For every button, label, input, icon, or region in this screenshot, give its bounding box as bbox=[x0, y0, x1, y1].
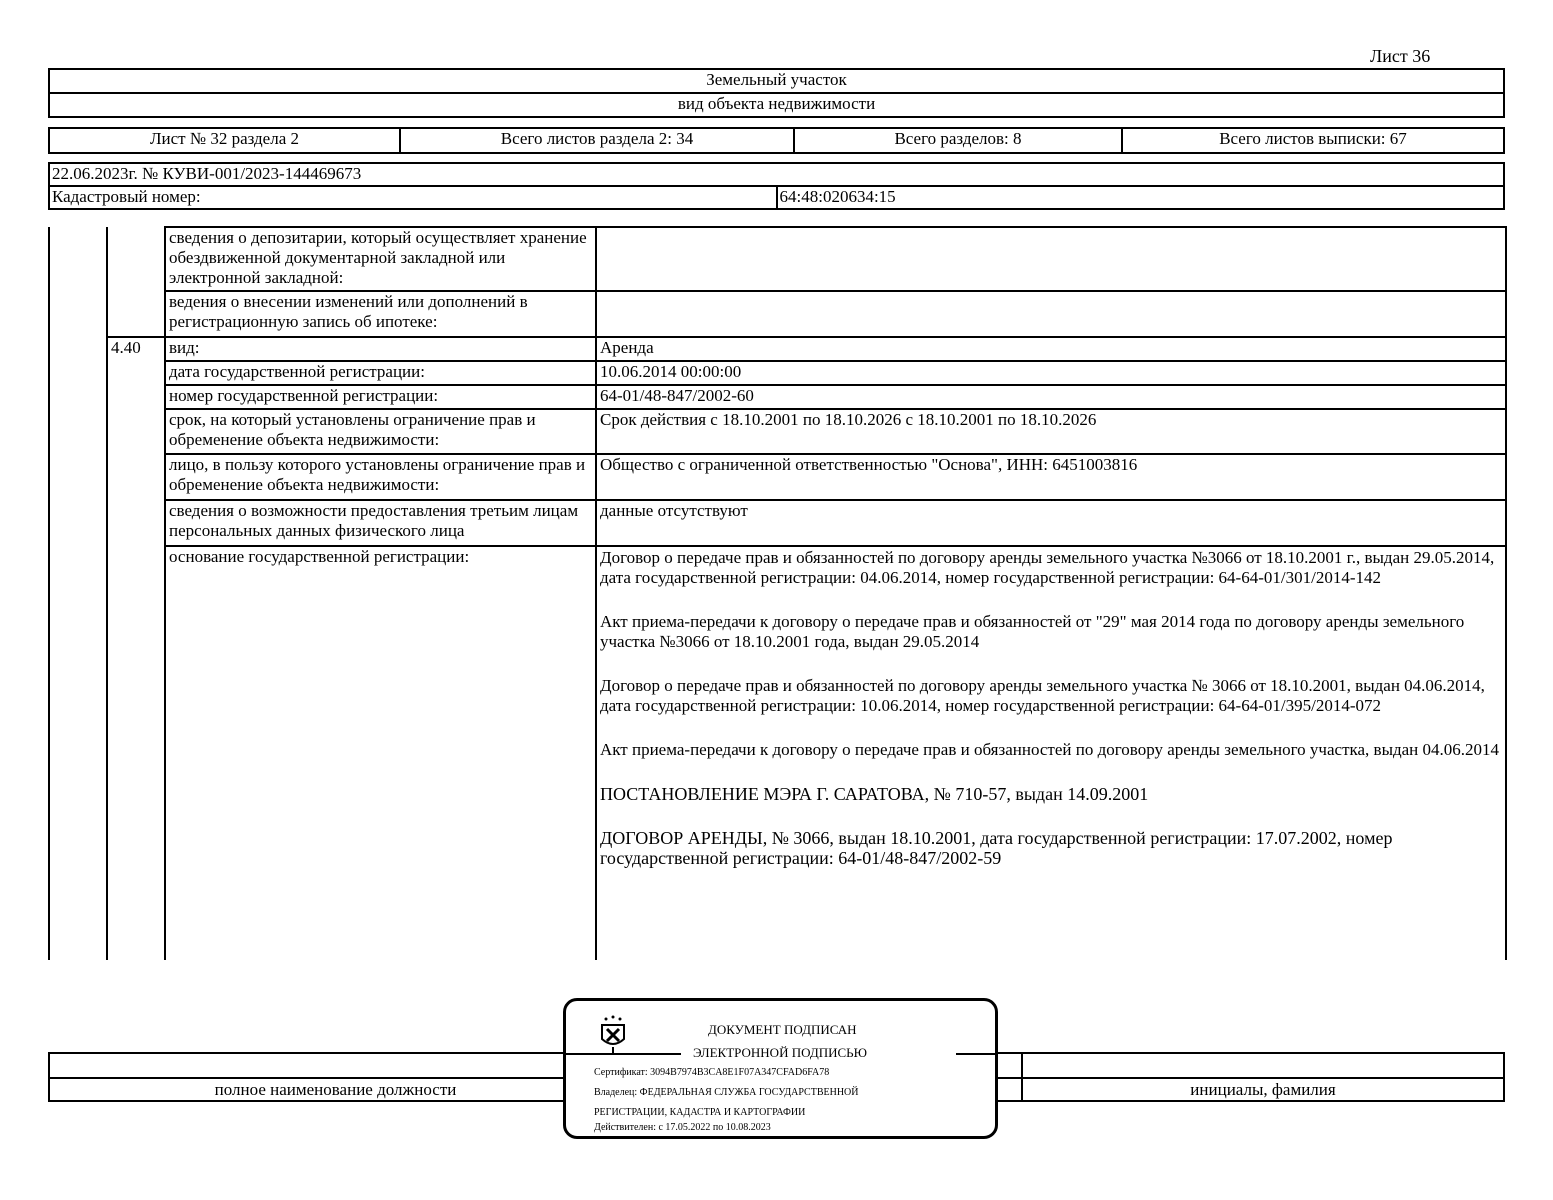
table-row bbox=[49, 227, 1506, 291]
emblem-icon bbox=[596, 1013, 630, 1053]
row-label: ведения о внесении изменений или дополнений в регистрационную запись об ипотеке: bbox=[165, 291, 596, 337]
row-label: вид: bbox=[165, 337, 596, 361]
object-caption: вид объекта недвижимости bbox=[49, 93, 1504, 117]
stamp-line1: ДОКУМЕНТ ПОДПИСАН bbox=[708, 1022, 857, 1037]
table-row bbox=[49, 337, 1506, 361]
basis-document: ДОГОВОР АРЕНДЫ, № 3066, выдан 18.10.2001, дата государственной регистрации: 17.07.2002, номер государственной регистрации: 64-01/48-847/2002-59 bbox=[600, 828, 1393, 868]
encumbrance-table bbox=[48, 226, 1507, 960]
total-section-sheets: Всего листов раздела 2: 34 bbox=[400, 128, 794, 153]
row-value: Срок действия с 18.10.2001 по 18.10.2026 с 18.10.2001 по 18.10.2026 bbox=[596, 409, 1506, 454]
electronic-signature-stamp bbox=[563, 998, 998, 1139]
row-label: лицо, в пользу которого установлены ограничение прав и обременение объекта недвижимости: bbox=[165, 454, 596, 500]
table-row bbox=[49, 409, 1506, 454]
cadastral-number: 64:48:020634:15 bbox=[777, 186, 1505, 209]
row-label: сведения о возможности предоставления третьим лицам персональных данных физического лица bbox=[165, 500, 596, 546]
row-label: срок, на который установлены ограничение прав и обременение объекта недвижимости: bbox=[165, 409, 596, 454]
row-value bbox=[596, 291, 1506, 337]
item-number: 4.40 bbox=[107, 337, 165, 960]
row-label: сведения о депозитарии, который осуществляет хранение обездвиженной документарной закладной или электронной закладной: bbox=[165, 227, 596, 291]
table-row bbox=[49, 454, 1506, 500]
extract-date-number: 22.06.2023г. № КУВИ-001/2023-144469673 bbox=[49, 163, 1504, 186]
row-label: дата государственной регистрации: bbox=[165, 361, 596, 385]
object-type: Земельный участок bbox=[49, 69, 1504, 93]
total-sections: Всего разделов: 8 bbox=[794, 128, 1122, 153]
sheet-info-row bbox=[48, 127, 1505, 154]
sheet-of-section: Лист № 32 раздела 2 bbox=[49, 128, 400, 153]
basis-value bbox=[596, 546, 1506, 960]
registration-block bbox=[48, 162, 1505, 210]
basis-document: ПОСТАНОВЛЕНИЕ МЭРА Г. САРАТОВА, № 710-57, выдан 14.09.2001 bbox=[600, 784, 1149, 804]
object-header bbox=[48, 68, 1505, 118]
sheet-number: Лист 36 bbox=[1370, 46, 1431, 66]
stamp-certificate: Сертификат: 3094B7974B3CA8E1F07A347CFAD6FA78 bbox=[594, 1067, 830, 1078]
table-row bbox=[49, 546, 1506, 960]
position-caption: полное наименование должности bbox=[214, 1080, 457, 1099]
stamp-owner: Владелец: ФЕДЕРАЛЬНАЯ СЛУЖБА ГОСУДАРСТВЕННОЙ bbox=[594, 1087, 859, 1098]
row-value: 10.06.2014 00:00:00 bbox=[596, 361, 1506, 385]
basis-document: Акт приема-передачи к договору о передаче прав и обязанностей от "29" мая 2014 года по договору аренды земельного участка №3066 от 18.10.2001 года, выдан 29.05.2014 bbox=[600, 612, 1465, 651]
basis-document: Договор о передаче прав и обязанностей по договору аренды земельного участка №3066 от 18.10.2001 г., выдан 29.05.2014, дата государственной регистрации: 04.06.2014, номер государственной регистрации: 64-64-01/301/2014-142 bbox=[600, 548, 1495, 587]
table-row bbox=[49, 291, 1506, 337]
cadastral-label: Кадастровый номер: bbox=[49, 186, 777, 209]
stamp-validity: Действителен: с 17.05.2022 по 10.08.2023 bbox=[594, 1122, 771, 1133]
total-extract-sheets: Всего листов выписки: 67 bbox=[1122, 128, 1504, 153]
name-caption: инициалы, фамилия bbox=[1190, 1080, 1336, 1099]
stamp-owner-cont: РЕГИСТРАЦИИ, КАДАСТРА И КАРТОГРАФИИ bbox=[594, 1107, 806, 1118]
stamp-line2: ЭЛЕКТРОННОЙ ПОДПИСЬЮ bbox=[693, 1045, 867, 1060]
row-value: 64-01/48-847/2002-60 bbox=[596, 385, 1506, 409]
row-value: Общество с ограниченной ответственностью "Основа", ИНН: 6451003816 bbox=[596, 454, 1506, 500]
table-row bbox=[49, 500, 1506, 546]
row-value bbox=[596, 227, 1506, 291]
basis-document: Акт приема-передачи к договору о передаче прав и обязанностей по договору аренды земельного участка, выдан 04.06.2014 bbox=[600, 740, 1500, 759]
table-row bbox=[49, 385, 1506, 409]
row-label: номер государственной регистрации: bbox=[165, 385, 596, 409]
basis-label: основание государственной регистрации: bbox=[165, 546, 596, 960]
row-value: Аренда bbox=[596, 337, 1506, 361]
row-value: данные отсутствуют bbox=[596, 500, 1506, 546]
table-row bbox=[49, 361, 1506, 385]
basis-document: Договор о передаче прав и обязанностей по договору аренды земельного участка № 3066 от 18.10.2001, выдан 04.06.2014, дата государственной регистрации: 10.06.2014, номер государственной регистрации: 64-64-01/395/2014-072 bbox=[600, 676, 1485, 715]
